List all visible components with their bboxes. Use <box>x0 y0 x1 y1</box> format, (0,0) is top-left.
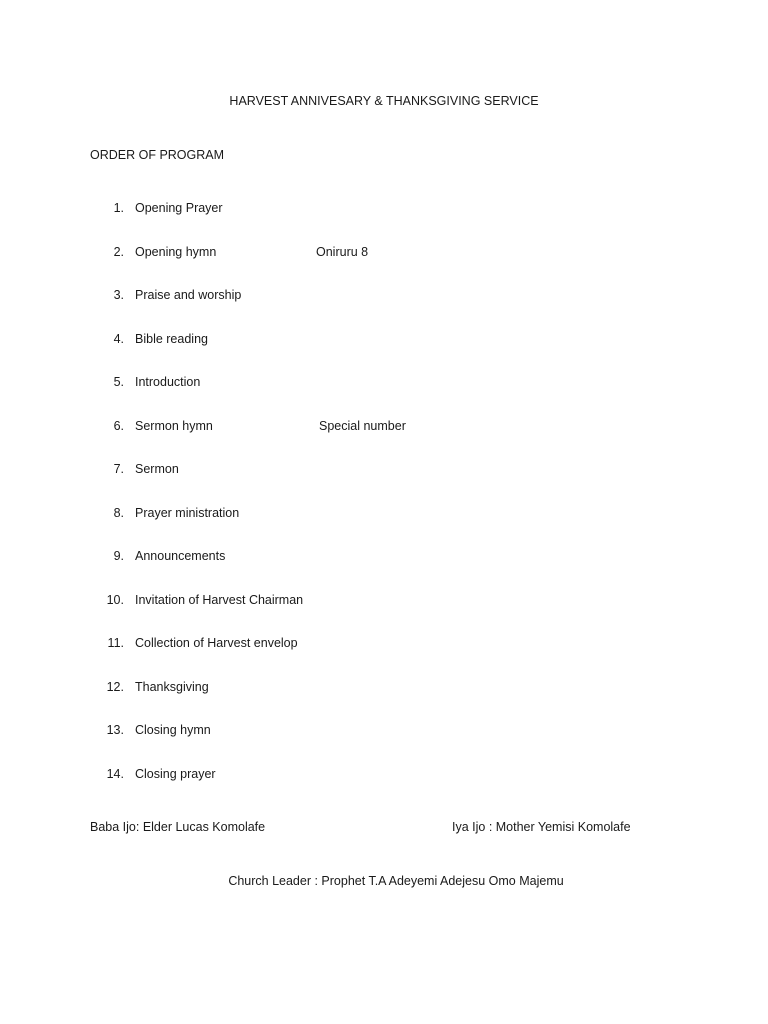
item-number: 5. <box>113 375 124 389</box>
item-number: 8. <box>113 505 124 520</box>
item-number: 13. <box>106 723 124 737</box>
program-item <box>0 723 768 767</box>
program-item <box>0 680 768 724</box>
item-label: Announcements <box>135 549 226 563</box>
item-number: 1. <box>113 201 124 215</box>
item-number: 4. <box>113 331 124 346</box>
program-item <box>0 636 768 680</box>
program-list <box>0 201 768 810</box>
item-label: Introduction <box>135 375 201 389</box>
item-number: 9. <box>113 549 124 563</box>
item-number: 14. <box>106 766 124 781</box>
item-number: 6. <box>113 418 124 433</box>
item-number: 12. <box>106 679 124 694</box>
baba-ijo: Baba Ijo: Elder Lucas Komolafe <box>90 820 266 834</box>
item-number: 10. <box>106 592 124 607</box>
program-item <box>0 288 768 332</box>
program-item <box>0 201 768 245</box>
program-item <box>0 245 768 289</box>
item-label: Prayer ministration <box>135 505 240 520</box>
item-note: Special number <box>319 418 406 433</box>
program-item <box>0 462 768 506</box>
program-item <box>0 593 768 637</box>
item-label: Invitation of Harvest Chairman <box>135 592 304 607</box>
item-label: Closing prayer <box>135 766 216 781</box>
program-item <box>0 549 768 593</box>
item-number: 7. <box>113 462 124 476</box>
document-title: HARVEST ANNIVESARY & THANKSGIVING SERVICE <box>229 94 539 108</box>
item-label: Sermon <box>135 462 179 476</box>
item-label: Collection of Harvest envelop <box>135 636 298 650</box>
church-leader: Church Leader : Prophet T.A Adeyemi Adejesu Omo Majemu <box>228 874 564 888</box>
item-number: 2. <box>113 244 124 259</box>
iya-ijo: Iya Ijo : Mother Yemisi Komolafe <box>452 820 631 834</box>
program-heading: ORDER OF PROGRAM <box>90 148 225 162</box>
item-number: 11. <box>107 636 124 650</box>
item-label: Opening Prayer <box>135 201 223 215</box>
program-item <box>0 332 768 376</box>
program-item <box>0 506 768 550</box>
item-label: Closing hymn <box>135 723 211 737</box>
program-item <box>0 375 768 419</box>
item-number: 3. <box>113 288 124 302</box>
item-label: Opening hymn <box>135 244 217 259</box>
item-label: Bible reading <box>135 331 208 346</box>
program-item <box>0 767 768 811</box>
item-note: Oniruru 8 <box>316 244 369 259</box>
program-item <box>0 419 768 463</box>
item-label: Praise and worship <box>135 288 242 302</box>
item-label: Thanksgiving <box>135 679 209 694</box>
item-label: Sermon hymn <box>135 418 213 433</box>
